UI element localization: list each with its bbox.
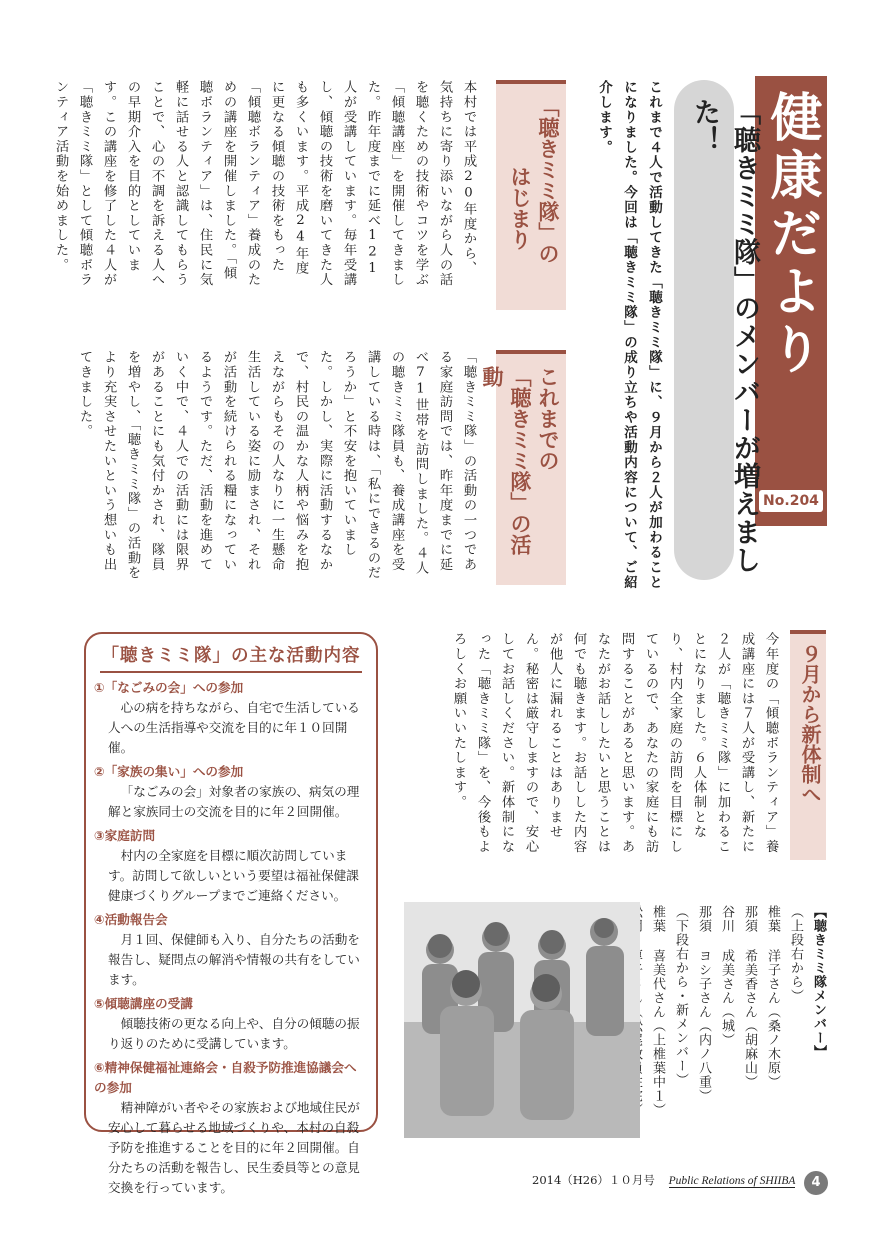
- group-photo: [404, 902, 640, 1138]
- member-item: 椎葉 喜美代さん（上椎葉中１）: [650, 905, 665, 1117]
- activities-list: [94, 678, 368, 1198]
- masthead-title: 健康だより: [761, 90, 821, 380]
- section2-heading-line1: これまでの: [536, 366, 560, 471]
- activity-heading: ①「なごみの会」への参加: [94, 680, 244, 695]
- section1-text: 本村では平成20年度から、気持ちに寄り添いながら人の話を聴くための技術やコツを学ぶ「傾聴講座」を開催してきました。昨年度までに延べ121人が受講しています。毎年受講し、傾聴の技術を磨いてきた人も多くいます。平成24年度に更なる傾聴の技術をもった「傾聴ボランティア」養成のための講座を開催しました。「傾聴ボランティア」は、住民に気軽に話せる人と認識してもらうことで、心の不調を訴える人への早期介入を目的としています。この講座を修了した４人が「聴きミミ隊」として傾聴ボランティア活動を始めました。: [53, 80, 476, 288]
- section3-text: 今年度の「傾聴ボランティア」養成講座には７人が受講し、新たに２人が「聴きミミ隊」に加わることになりました。６人体制となり、村内全家庭の訪問を目標にしているので、あなたの家庭にも訪問することがあると思います。あなたがお話ししたいと思うことは何でも聴きます。お話しした内容が他人に漏れることはありません。秘密は厳守しますので、安心してお話しください。新体制になった「聴きミミ隊」を、今後もよろしくお願いいたします。: [451, 632, 778, 854]
- activity-heading: ⑥精神保健福祉連絡会・自殺予防推進協議会への参加: [94, 1060, 357, 1095]
- activities-box: [84, 632, 378, 1195]
- activity-item: [94, 826, 368, 906]
- page-number: 4: [804, 1171, 828, 1195]
- members-list: [648, 905, 830, 1141]
- footer: [532, 1172, 832, 1196]
- activity-heading: ④活動報告会: [94, 912, 168, 927]
- section1-heading-line2: はじまり: [508, 166, 532, 250]
- section1-heading: [496, 80, 566, 310]
- member-item: 那須 ヨシ子さん（内ノ八重）: [696, 905, 711, 1103]
- headline: 「聴きミミ隊」のメンバーが増えました！: [689, 98, 760, 574]
- activity-item: [94, 994, 368, 1054]
- issue-number: No.204: [759, 490, 823, 512]
- member-item: 谷川 成美さん（城）: [719, 905, 734, 1047]
- activity-text: 傾聴技術の更なる向上や、自分の傾聴の振り返りのために受講しています。: [108, 1016, 360, 1051]
- activity-text: 月１回、保健師も入り、自分たちの活動を報告し、疑問点の解消や情報の共有をしています。: [108, 932, 360, 987]
- section1-heading-line1: 「聴きミミ隊」の: [536, 96, 560, 264]
- activities-title: 「聴きミミ隊」の主な活動内容: [100, 642, 362, 673]
- members-top-label: （上段右から）: [788, 905, 803, 1003]
- members-heading: 【聴きミミ隊メンバー】: [811, 905, 826, 1059]
- activity-item: [94, 678, 368, 758]
- section2-heading: [480, 350, 566, 585]
- activity-heading: ②「家族の集い」への参加: [94, 764, 244, 779]
- activity-text: 村内の全家庭を目標に順次訪問しています。訪問して欲しいという要望は福祉保健課健康づくりグループまでご連絡ください。: [108, 848, 359, 903]
- member-item: 那須 希美香さん（胡麻山）: [742, 905, 757, 1089]
- activity-item: [94, 910, 368, 990]
- section2-text: 「聴きミミ隊」の活動の一つである家庭訪問では、昨年度までに延べ71世帯を訪問しました。４人の聴きミミ隊員も、養成講座を受講している時は、「私にできるのだろうか」と不安を抱いていました。しかし、実際に活動するなかで、村民の温かな人柄や悩みを抱えながらもその人なりに一生懸命生活している姿に励まされ、それが活動を続けられる糧になっているようです。ただ、活動を進めていく中で、４人での活動には限界があることにも気付かされ、隊員を増やし、「聴きミミ隊」の活動をより充実させたいという想いも出てきました。: [77, 350, 476, 581]
- group-photo-image: [404, 902, 640, 1138]
- activity-text: 心の病を持ちながら、自宅で生活している人への生活指導や交流を目的に年１０回開催。: [108, 700, 360, 755]
- activity-item: [94, 1058, 368, 1198]
- headline-banner: [674, 80, 760, 580]
- section3-heading: ９月から新体制へ: [790, 630, 826, 860]
- footer-date: 2014（H26）１０月号: [532, 1173, 655, 1187]
- activity-item: [94, 762, 368, 822]
- member-item: 椎葉 洋子さん（桑ノ木原）: [765, 905, 780, 1089]
- activity-heading: ③家庭訪問: [94, 828, 156, 843]
- activity-text: 精神障がい者やその家族および地域住民が安心して暮らせる地域づくりや、本村の自殺予防を推進することを目的に年２回開催。自分たちの活動を報告し、民生委員等との意見交換を行っています。: [108, 1100, 360, 1195]
- activity-text: 「なごみの会」対象者の家族の、病気の理解と家族同士の交流を目的に年２回開催。: [108, 784, 360, 819]
- activity-heading: ⑤傾聴講座の受講: [94, 996, 193, 1011]
- intro-text: これまで４人で活動してきた「聴きミミ隊」に、９月から２人が加わることになりました。今回は「聴きミミ隊」の成り立ちや活動内容について、ご紹介します。: [596, 80, 662, 590]
- footer-publication: Public Relations of SHIIBA: [668, 1175, 796, 1187]
- section2-heading-line2: 「聴きミミ隊」の活動: [480, 366, 532, 555]
- members-bottom-label: （下段右から・新メンバー）: [673, 905, 688, 1087]
- masthead: [755, 76, 827, 526]
